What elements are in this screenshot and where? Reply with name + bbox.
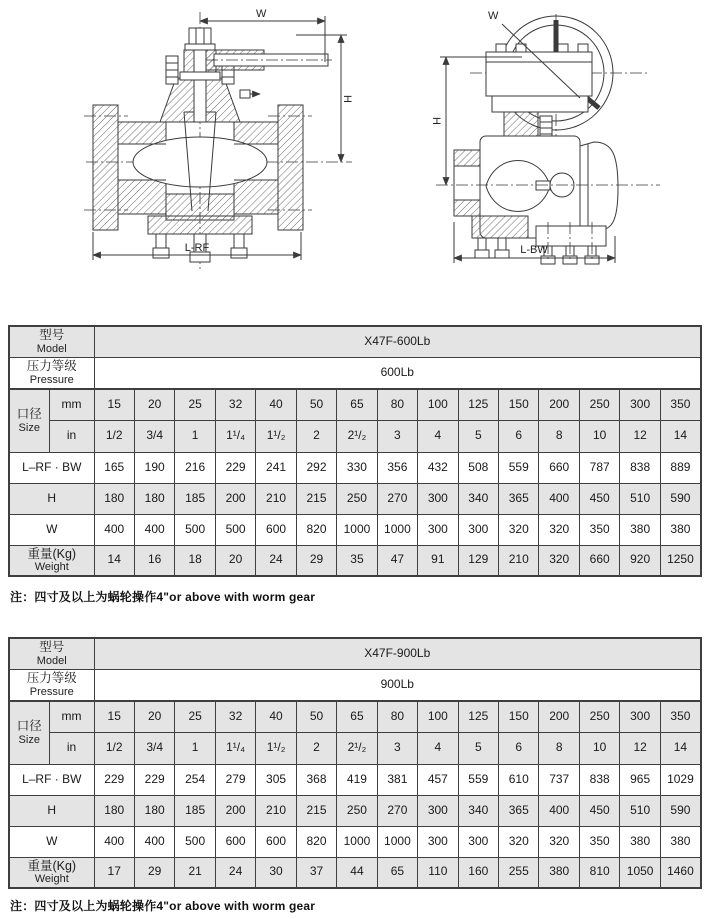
label-en: Model <box>36 342 67 355</box>
size-mm-row <box>9 701 701 732</box>
size-mm-cell: 20 <box>134 701 174 732</box>
dim-value-cell: 340 <box>458 483 498 514</box>
pressure-value: 900Lb <box>94 669 701 701</box>
pressure-value: 600Lb <box>94 357 701 389</box>
dim-label-w: W <box>488 10 499 22</box>
dim-value-cell: 16 <box>134 545 174 576</box>
dim-value-cell: 380 <box>660 826 701 857</box>
dim-value-cell: 660 <box>579 545 619 576</box>
dim-label-h: H <box>430 117 442 125</box>
size-in-cell: 2¹/₂ <box>337 732 377 764</box>
dim-value-cell: 457 <box>418 764 458 795</box>
dim-value-cell: 350 <box>579 826 619 857</box>
dim-value-cell: 380 <box>539 857 579 888</box>
dim-value-cell: 210 <box>256 795 296 826</box>
pressure-row <box>9 669 701 701</box>
dim-row-label: W <box>9 826 94 857</box>
dim-value-cell: 400 <box>539 795 579 826</box>
label-zh: 型号 <box>39 328 65 343</box>
spec-table <box>8 637 702 889</box>
dim-value-cell: 400 <box>539 483 579 514</box>
dim-value-cell: 29 <box>134 857 174 888</box>
dim-value-cell: 838 <box>620 452 660 483</box>
dim-value-cell: 510 <box>620 795 660 826</box>
dim-value-cell: 200 <box>215 483 255 514</box>
pressure-label <box>9 669 94 701</box>
dim-row-label: W <box>9 514 94 545</box>
size-in-cell: 5 <box>458 420 498 452</box>
dim-value-cell: 241 <box>256 452 296 483</box>
dim-value-cell: 215 <box>296 483 336 514</box>
dim-value-cell: 559 <box>499 452 539 483</box>
dim-value-cell: 500 <box>175 514 215 545</box>
dim-value-cell: 500 <box>215 514 255 545</box>
dim-value-cell: 787 <box>579 452 619 483</box>
dim-value-cell: 820 <box>296 514 336 545</box>
dim-value-cell: 279 <box>215 764 255 795</box>
dim-value-cell: 29 <box>296 545 336 576</box>
dim-value-cell: 810 <box>579 857 619 888</box>
dim-value-cell: 47 <box>377 545 417 576</box>
dim-value-cell: 965 <box>620 764 660 795</box>
pressure-label <box>9 357 94 389</box>
dim-value-cell: 340 <box>458 795 498 826</box>
spec-table-900lb-container <box>8 637 702 889</box>
dim-value-cell: 165 <box>94 452 134 483</box>
dim-value-cell: 180 <box>94 795 134 826</box>
dim-value-cell: 24 <box>215 857 255 888</box>
dim-value-cell: 450 <box>579 795 619 826</box>
dim-value-cell: 30 <box>256 857 296 888</box>
dim-value-cell: 44 <box>337 857 377 888</box>
size-mm-cell: 200 <box>539 701 579 732</box>
size-in-cell: 3/4 <box>134 420 174 452</box>
spec-table-600lb-container <box>8 325 702 577</box>
dim-value-cell: 380 <box>620 826 660 857</box>
size-in-cell: 6 <box>499 420 539 452</box>
model-value: X47F-900Lb <box>94 638 701 669</box>
pressure-row <box>9 357 701 389</box>
dim-value-cell: 91 <box>418 545 458 576</box>
dim-value-cell: 330 <box>337 452 377 483</box>
size-in-cell: 10 <box>579 732 619 764</box>
label-zh: 压力等级 <box>26 671 77 686</box>
size-mm-cell: 150 <box>499 701 539 732</box>
dim-row-label: L–RF · BW <box>9 764 94 795</box>
size-mm-cell: 350 <box>660 389 701 420</box>
size-mm-cell: 80 <box>377 701 417 732</box>
size-in-cell: 1 <box>175 420 215 452</box>
table-note: 注：四寸及以上为蜗轮操作4"or above with worm gear <box>10 899 316 913</box>
size-in-cell: 10 <box>579 420 619 452</box>
dim-value-cell: 200 <box>215 795 255 826</box>
size-in-cell: 3 <box>377 420 417 452</box>
dim-value-cell: 1050 <box>620 857 660 888</box>
dim-value-cell: 24 <box>256 545 296 576</box>
dim-value-cell: 368 <box>296 764 336 795</box>
dim-value-cell: 129 <box>458 545 498 576</box>
label-en: Model <box>36 654 67 667</box>
dim-row <box>9 764 701 795</box>
size-in-cell: 1 <box>175 732 215 764</box>
dim-value-cell: 365 <box>499 483 539 514</box>
label-zh: 型号 <box>39 640 65 655</box>
dim-value-cell: 356 <box>377 452 417 483</box>
size-in-cell: 2 <box>296 732 336 764</box>
size-in-cell: 1¹/₄ <box>215 732 255 764</box>
dim-value-cell: 14 <box>94 545 134 576</box>
size-mm-cell: 300 <box>620 389 660 420</box>
size-mm-cell: 32 <box>215 389 255 420</box>
model-row <box>9 638 701 669</box>
dim-value-cell: 889 <box>660 452 701 483</box>
size-mm-cell: 50 <box>296 389 336 420</box>
size-in-cell: 12 <box>620 420 660 452</box>
model-value: X47F-600Lb <box>94 326 701 357</box>
size-mm-cell: 20 <box>134 389 174 420</box>
label-zh: 重量(Kg) <box>27 858 77 873</box>
dim-value-cell: 400 <box>94 826 134 857</box>
dim-value-cell: 300 <box>418 826 458 857</box>
dim-value-cell: 600 <box>256 514 296 545</box>
dim-value-cell: 510 <box>620 483 660 514</box>
dim-value-cell: 255 <box>499 857 539 888</box>
label-en: Pressure <box>29 373 74 386</box>
dim-value-cell: 229 <box>215 452 255 483</box>
dim-value-cell: 110 <box>418 857 458 888</box>
unit-in-label: in <box>49 732 94 764</box>
dim-value-cell: 292 <box>296 452 336 483</box>
dim-value-cell: 180 <box>134 795 174 826</box>
dim-value-cell: 210 <box>256 483 296 514</box>
dim-value-cell: 381 <box>377 764 417 795</box>
size-in-row <box>9 732 701 764</box>
size-in-cell: 1/2 <box>94 420 134 452</box>
dim-value-cell: 920 <box>620 545 660 576</box>
size-in-cell: 6 <box>499 732 539 764</box>
dim-value-cell: 35 <box>337 545 377 576</box>
dim-value-cell: 737 <box>539 764 579 795</box>
label-zh: 口径 <box>16 407 42 422</box>
size-mm-cell: 350 <box>660 701 701 732</box>
dim-row-label: L–RF · BW <box>9 452 94 483</box>
size-label <box>9 701 49 764</box>
size-in-cell: 2¹/₂ <box>337 420 377 452</box>
dim-value-cell: 305 <box>256 764 296 795</box>
dim-value-cell: 419 <box>337 764 377 795</box>
spec-table <box>8 325 702 577</box>
label-en: Pressure <box>29 685 74 698</box>
dim-row-label: H <box>9 483 94 514</box>
dim-value-cell: 216 <box>175 452 215 483</box>
dim-value-cell: 350 <box>579 514 619 545</box>
size-in-cell: 5 <box>458 732 498 764</box>
size-mm-cell: 150 <box>499 389 539 420</box>
size-mm-cell: 100 <box>418 389 458 420</box>
dim-row <box>9 826 701 857</box>
label-en: Size <box>18 421 40 434</box>
label-en: Size <box>18 733 40 746</box>
dim-value-cell: 1250 <box>660 545 701 576</box>
size-mm-cell: 32 <box>215 701 255 732</box>
unit-in-label: in <box>49 420 94 452</box>
dim-value-cell: 320 <box>539 514 579 545</box>
dim-value-cell: 400 <box>134 826 174 857</box>
size-in-cell: 1¹/₂ <box>256 420 296 452</box>
dim-value-cell: 365 <box>499 795 539 826</box>
model-label <box>9 326 94 357</box>
dim-value-cell: 300 <box>458 826 498 857</box>
size-in-cell: 2 <box>296 420 336 452</box>
dim-value-cell: 210 <box>499 545 539 576</box>
dim-value-cell: 320 <box>499 826 539 857</box>
dim-value-cell: 1000 <box>337 826 377 857</box>
dim-value-cell: 65 <box>377 857 417 888</box>
dim-value-cell: 508 <box>458 452 498 483</box>
label-zh: 压力等级 <box>26 359 77 374</box>
dim-value-cell: 450 <box>579 483 619 514</box>
size-in-cell: 8 <box>539 420 579 452</box>
label-en: Weight <box>34 561 69 574</box>
dim-value-cell: 160 <box>458 857 498 888</box>
dim-value-cell: 270 <box>377 483 417 514</box>
dim-value-cell: 20 <box>215 545 255 576</box>
dim-row-label <box>9 545 94 576</box>
dim-value-cell: 1000 <box>377 514 417 545</box>
size-in-cell: 3/4 <box>134 732 174 764</box>
dim-value-cell: 180 <box>134 483 174 514</box>
dim-value-cell: 185 <box>175 483 215 514</box>
dim-value-cell: 190 <box>134 452 174 483</box>
size-mm-cell: 80 <box>377 389 417 420</box>
dim-value-cell: 254 <box>175 764 215 795</box>
dim-value-cell: 380 <box>660 514 701 545</box>
dim-row <box>9 857 701 888</box>
dim-row <box>9 795 701 826</box>
table-note: 注：四寸及以上为蜗轮操作4"or above with worm gear <box>10 590 316 604</box>
label-zh: 重量(Kg) <box>27 546 77 561</box>
dim-value-cell: 180 <box>94 483 134 514</box>
size-mm-cell: 15 <box>94 701 134 732</box>
dim-value-cell: 300 <box>458 514 498 545</box>
size-mm-cell: 50 <box>296 701 336 732</box>
size-mm-cell: 15 <box>94 389 134 420</box>
size-in-cell: 14 <box>660 420 701 452</box>
dim-value-cell: 432 <box>418 452 458 483</box>
valve-side-section-drawing <box>410 0 710 300</box>
dim-value-cell: 660 <box>539 452 579 483</box>
dim-label-lrf: L-RF <box>184 242 210 254</box>
dim-value-cell: 229 <box>134 764 174 795</box>
size-in-cell: 8 <box>539 732 579 764</box>
dim-value-cell: 1000 <box>377 826 417 857</box>
dim-value-cell: 1460 <box>660 857 701 888</box>
dim-row <box>9 452 701 483</box>
dim-value-cell: 300 <box>418 483 458 514</box>
dim-label-w: W <box>256 8 267 20</box>
dim-value-cell: 215 <box>296 795 336 826</box>
dim-value-cell: 820 <box>296 826 336 857</box>
size-mm-cell: 125 <box>458 701 498 732</box>
size-mm-cell: 25 <box>175 389 215 420</box>
size-in-cell: 4 <box>418 420 458 452</box>
dim-value-cell: 21 <box>175 857 215 888</box>
dim-value-cell: 250 <box>337 483 377 514</box>
size-in-cell: 12 <box>620 732 660 764</box>
valve-front-section-drawing <box>56 4 394 298</box>
dim-value-cell: 320 <box>499 514 539 545</box>
dim-row <box>9 545 701 576</box>
dim-value-cell: 500 <box>175 826 215 857</box>
dim-value-cell: 37 <box>296 857 336 888</box>
dim-value-cell: 380 <box>620 514 660 545</box>
size-in-cell: 1¹/₄ <box>215 420 255 452</box>
dim-value-cell: 270 <box>377 795 417 826</box>
dim-value-cell: 400 <box>134 514 174 545</box>
dim-row <box>9 514 701 545</box>
dim-value-cell: 250 <box>337 795 377 826</box>
size-mm-cell: 100 <box>418 701 458 732</box>
size-mm-cell: 40 <box>256 701 296 732</box>
size-mm-cell: 250 <box>579 701 619 732</box>
size-label <box>9 389 49 452</box>
dim-value-cell: 559 <box>458 764 498 795</box>
size-mm-cell: 65 <box>337 701 377 732</box>
size-in-cell: 4 <box>418 732 458 764</box>
dim-label-h: H <box>341 95 353 103</box>
label-en: Weight <box>34 873 69 886</box>
model-row <box>9 326 701 357</box>
size-in-row <box>9 420 701 452</box>
size-mm-cell: 250 <box>579 389 619 420</box>
size-in-cell: 1/2 <box>94 732 134 764</box>
dim-value-cell: 400 <box>94 514 134 545</box>
size-mm-cell: 300 <box>620 701 660 732</box>
size-mm-cell: 25 <box>175 701 215 732</box>
unit-mm-label: mm <box>49 701 94 732</box>
dim-value-cell: 610 <box>499 764 539 795</box>
dim-value-cell: 300 <box>418 795 458 826</box>
dim-value-cell: 600 <box>256 826 296 857</box>
size-mm-cell: 125 <box>458 389 498 420</box>
size-in-cell: 1¹/₂ <box>256 732 296 764</box>
dim-row-label: H <box>9 795 94 826</box>
size-in-cell: 3 <box>377 732 417 764</box>
dim-value-cell: 838 <box>579 764 619 795</box>
size-mm-cell: 40 <box>256 389 296 420</box>
dim-row <box>9 483 701 514</box>
dim-label-lbw: L-BW <box>520 244 548 256</box>
size-in-cell: 14 <box>660 732 701 764</box>
size-mm-row <box>9 389 701 420</box>
dim-value-cell: 320 <box>539 826 579 857</box>
dim-value-cell: 1000 <box>337 514 377 545</box>
size-mm-cell: 65 <box>337 389 377 420</box>
unit-mm-label: mm <box>49 389 94 420</box>
size-mm-cell: 200 <box>539 389 579 420</box>
dim-value-cell: 600 <box>215 826 255 857</box>
dim-value-cell: 590 <box>660 483 701 514</box>
dim-value-cell: 17 <box>94 857 134 888</box>
dim-value-cell: 320 <box>539 545 579 576</box>
dim-value-cell: 590 <box>660 795 701 826</box>
dim-value-cell: 18 <box>175 545 215 576</box>
dim-row-label <box>9 857 94 888</box>
dim-value-cell: 1029 <box>660 764 701 795</box>
dim-value-cell: 300 <box>418 514 458 545</box>
model-label <box>9 638 94 669</box>
dim-value-cell: 185 <box>175 795 215 826</box>
label-zh: 口径 <box>16 719 42 734</box>
dim-value-cell: 229 <box>94 764 134 795</box>
